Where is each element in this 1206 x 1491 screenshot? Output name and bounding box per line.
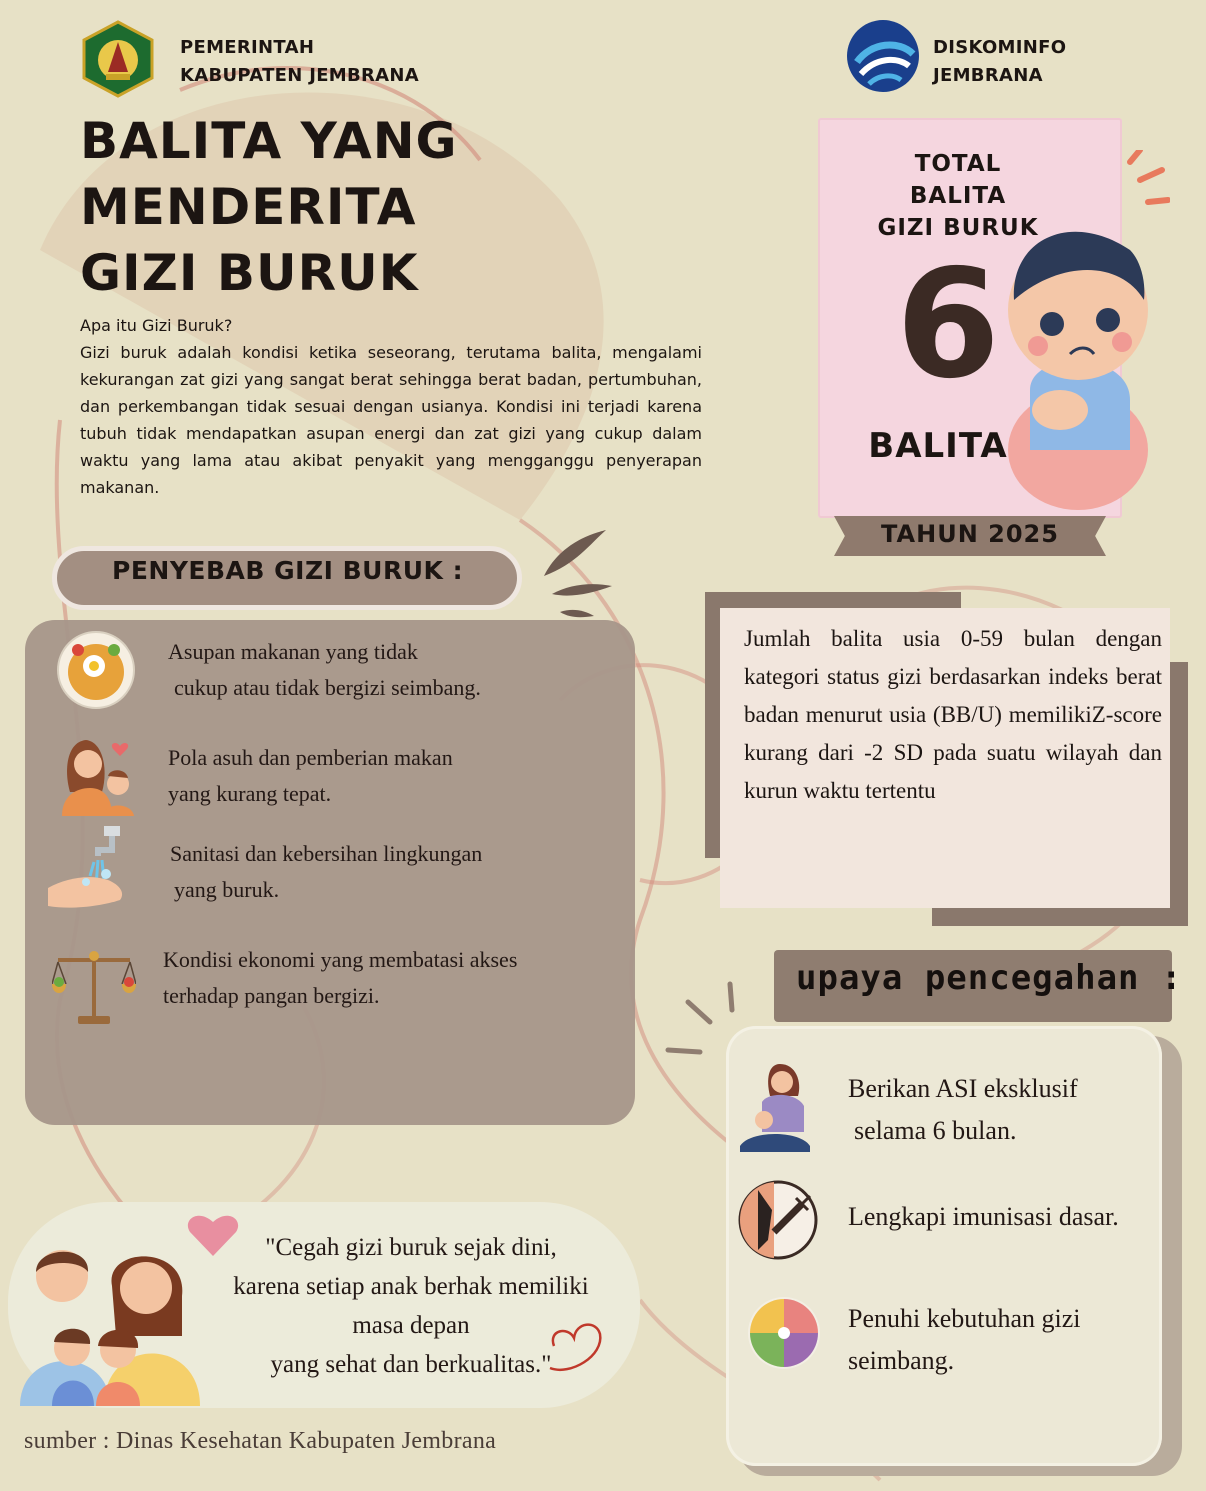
prevention-item-1-line1: Berikan ASI eksklusif bbox=[848, 1074, 1078, 1103]
total-card-title-line1: TOTAL bbox=[914, 151, 1002, 177]
food-plate-icon bbox=[54, 628, 138, 712]
org-right-name bbox=[933, 34, 1066, 90]
syringe-icon bbox=[738, 1180, 818, 1260]
prevention-item-1-line2: selama 6 bulan. bbox=[854, 1116, 1017, 1145]
intro-description: Gizi buruk adalah kondisi ketika seseorang, terutama balita, mengalami kekurangan zat gizi yang sangat berat sehingga berat badan, pertumbuhan, dan perkembangan tidak sesuai dengan usianya. Kondisi ini terjadi karena tubuh tidak mendapatkan asupan energi dan zat gizi yang cukup dalam waktu yang lama atau akibat penyakit yang mengganggu penyerapan makanan. bbox=[80, 343, 702, 497]
prevention-title: upaya pencegahan : bbox=[796, 958, 1183, 998]
quote-line4: yang sehat dan berkualitas." bbox=[270, 1351, 552, 1378]
balance-scale-icon bbox=[52, 944, 136, 1028]
diskominfo-logo bbox=[843, 18, 923, 94]
splash-decoration-icon bbox=[540, 524, 620, 624]
total-card-title-line2: BALITA bbox=[909, 183, 1007, 209]
cause-item-3 bbox=[170, 836, 482, 908]
breastfeeding-icon bbox=[740, 1062, 810, 1156]
main-title-line1: BALITA YANG bbox=[80, 112, 458, 170]
cause-item-4-line1: Kondisi ekonomi yang membatasi akses bbox=[163, 947, 518, 972]
cause-item-3-line1: Sanitasi dan kebersihan lingkungan bbox=[170, 841, 483, 866]
quote-text bbox=[196, 1228, 626, 1384]
total-unit: BALITA bbox=[868, 426, 1008, 466]
prevention-item-3-line1: Penuhi kebutuhan gizi bbox=[848, 1304, 1081, 1333]
total-card-title-line3: GIZI BURUK bbox=[877, 215, 1039, 241]
jembrana-emblem-logo bbox=[80, 20, 156, 98]
quote-line1: "Cegah gizi buruk sejak dini, bbox=[265, 1234, 557, 1261]
cause-item-2 bbox=[168, 740, 453, 812]
cause-item-1 bbox=[168, 634, 481, 706]
cause-item-1-line1: Asupan makanan yang tidak bbox=[168, 639, 418, 664]
org-right-line1: DISKOMINFO bbox=[933, 37, 1067, 58]
cause-item-2-line2: yang kurang tepat. bbox=[168, 781, 332, 806]
org-left-line1: PEMERINTAH bbox=[180, 37, 315, 58]
main-title-line2: MENDERITA bbox=[80, 178, 417, 236]
handwash-icon bbox=[46, 826, 130, 910]
mother-child-icon bbox=[56, 732, 140, 816]
total-count: 6 bbox=[895, 238, 1001, 412]
quote-line2: karena setiap anak berhak memiliki bbox=[233, 1273, 589, 1300]
source-credit: sumber : Dinas Kesehatan Kabupaten Jembrana bbox=[24, 1428, 497, 1454]
intro-question: Apa itu Gizi Buruk? bbox=[80, 316, 233, 335]
prevention-item-3 bbox=[848, 1298, 1081, 1382]
prevention-item-2-line1: Lengkapi imunisasi dasar. bbox=[848, 1202, 1119, 1231]
cause-item-1-line2: cukup atau tidak bergizi seimbang. bbox=[174, 675, 481, 700]
causes-title: PENYEBAB GIZI BURUK : bbox=[112, 556, 464, 585]
prevention-item-3-line2: seimbang. bbox=[848, 1346, 955, 1375]
org-left-line2: KABUPATEN JEMBRANA bbox=[180, 65, 420, 86]
org-right-line2: JEMBRANA bbox=[933, 65, 1043, 86]
cause-item-4 bbox=[163, 942, 517, 1014]
main-title bbox=[80, 108, 500, 306]
main-title-line3: GIZI BURUK bbox=[80, 244, 419, 302]
balanced-meal-icon bbox=[744, 1296, 824, 1370]
quote-line3: masa depan bbox=[352, 1312, 470, 1339]
org-left-name bbox=[180, 34, 419, 90]
family-illustration bbox=[0, 1236, 210, 1406]
total-card-title bbox=[872, 148, 1044, 244]
cause-item-3-line2: yang buruk. bbox=[174, 877, 280, 902]
prevention-item-2 bbox=[848, 1196, 1119, 1238]
definition-text: Jumlah balita usia 0-59 bulan dengan kategori status gizi berdasarkan indeks berat badan menurut usia (BB/U) memilikiZ-score kurang dari -2 SD pada suatu wilayah dan kurun waktu tertentu bbox=[744, 626, 1162, 803]
cause-item-4-line2: terhadap pangan bergizi. bbox=[163, 983, 380, 1008]
prevention-item-1 bbox=[848, 1068, 1078, 1152]
year-label: TAHUN 2025 bbox=[881, 520, 1059, 548]
cause-item-2-line1: Pola asuh dan pemberian makan bbox=[168, 745, 453, 770]
